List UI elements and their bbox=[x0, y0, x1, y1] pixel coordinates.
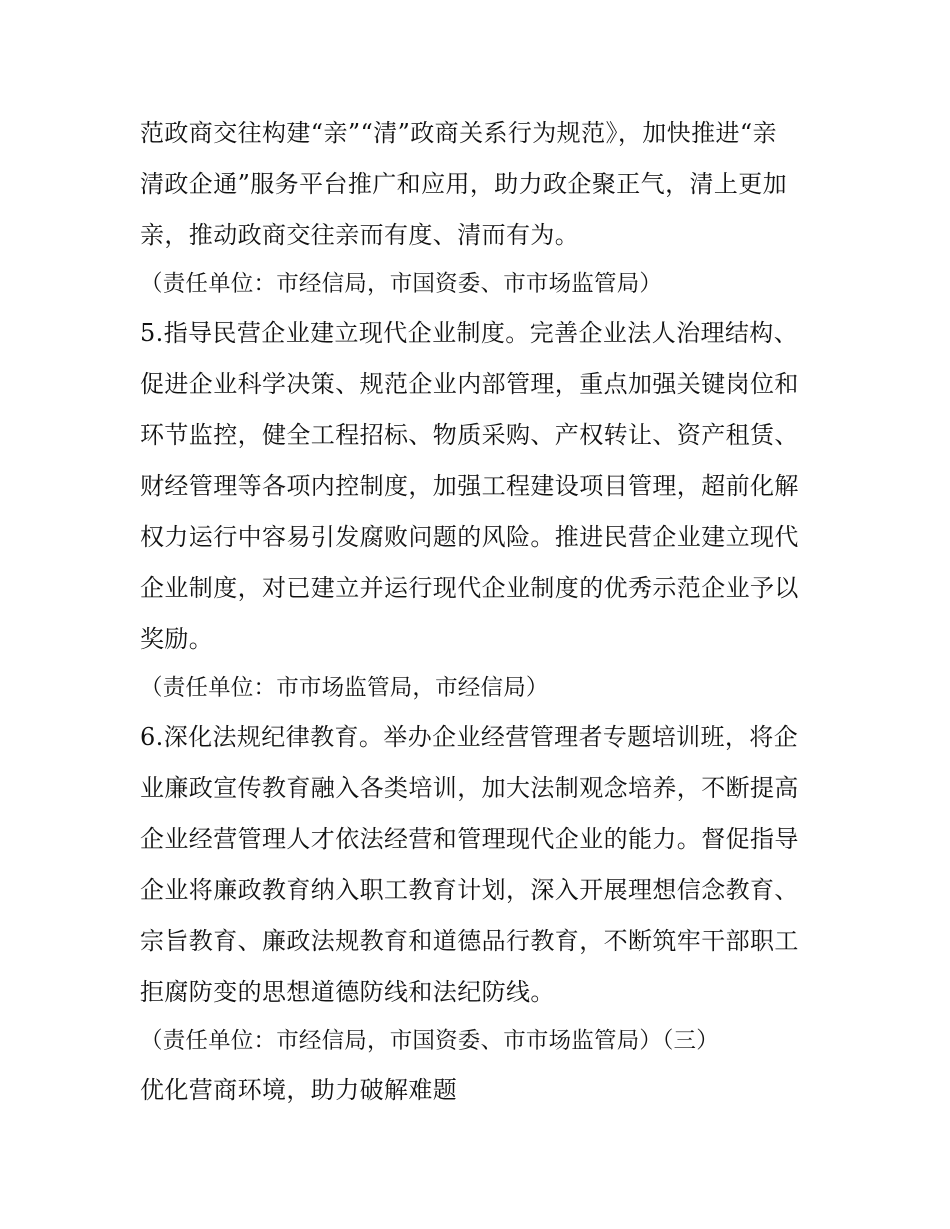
document-page bbox=[140, 108, 820, 1116]
item-6-line: 企业经营管理人才依法经营和管理现代企业的能力。督促指导 bbox=[140, 825, 799, 853]
item-6-line: 拒腐防变的思想道德防线和法纪防线。 bbox=[140, 978, 555, 1006]
item-5-line: 企业制度，对已建立并运行现代企业制度的优秀示范企业予以 bbox=[140, 574, 799, 602]
responsibility-note: （责任单位：市经信局，市国资委、市市场监管局）（三） bbox=[140, 1028, 719, 1054]
item-5-line: 环节监控，健全工程招标、物质采购、产权转让、资产租赁、 bbox=[140, 421, 799, 449]
responsibility-note: （责任单位：市市场监管局，市经信局） bbox=[140, 675, 549, 701]
paragraph-line: 亲，推动政商交往亲而有度、清而有为。 bbox=[140, 221, 580, 249]
paragraph-line: 范政商交往构建“亲”“清”政商关系行为规范》，加快推进“亲 bbox=[140, 119, 777, 147]
section-heading: 优化营商环境，助力破解难题 bbox=[140, 1076, 458, 1104]
item-5-line: 5.指导民营企业建立现代企业制度。完善企业法人治理结构、 bbox=[140, 319, 799, 347]
item-6-line: 宗旨教育、廉政法规教育和道德品行教育，不断筑牢干部职工 bbox=[140, 927, 799, 955]
responsibility-note: （责任单位：市经信局，市国资委、市市场监管局） bbox=[140, 271, 663, 297]
paragraph-line: 清政企通”服务平台推广和应用，助力政企聚正气，清上更加 bbox=[140, 170, 788, 198]
item-6-line: 业廉政宣传教育融入各类培训，加大法制观念培养，不断提高 bbox=[140, 774, 799, 802]
item-6-line: 企业将廉政教育纳入职工教育计划，深入开展理想信念教育、 bbox=[140, 876, 799, 904]
item-5-line: 财经管理等各项内控制度，加强工程建设项目管理，超前化解 bbox=[140, 472, 799, 500]
item-5-line: 权力运行中容易引发腐败问题的风险。推进民营企业建立现代 bbox=[140, 523, 799, 551]
item-5-line: 奖励。 bbox=[140, 625, 214, 653]
item-6-line: 6.深化法规纪律教育。举办企业经营管理者专题培训班，将企 bbox=[140, 723, 799, 751]
item-5-line: 促进企业科学决策、规范企业内部管理，重点加强关键岗位和 bbox=[140, 370, 799, 398]
